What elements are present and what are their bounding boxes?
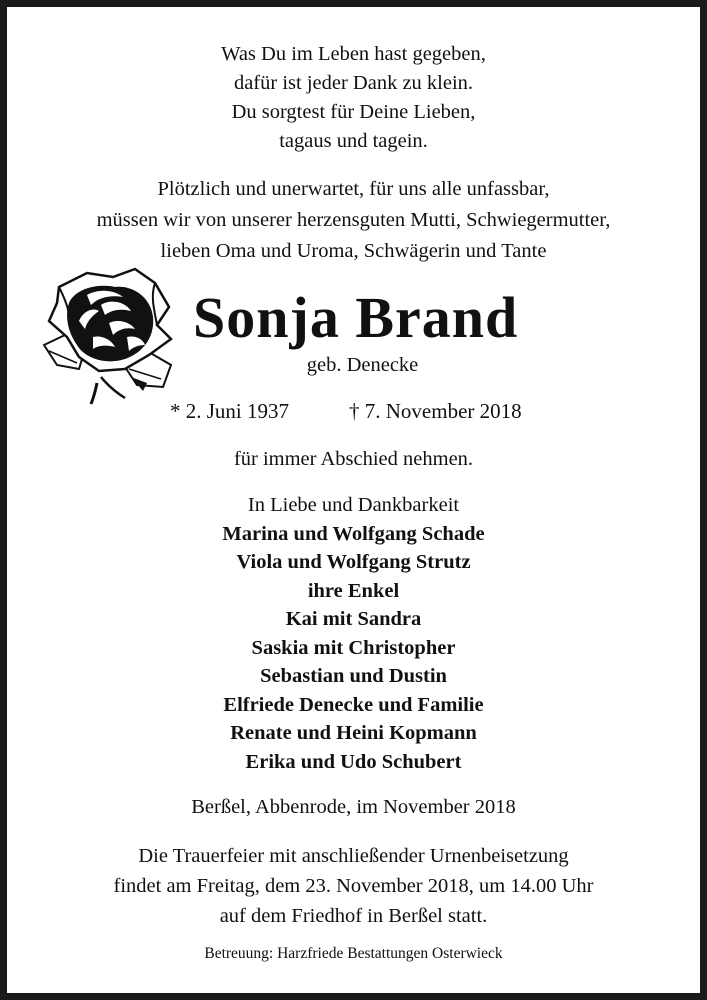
birth-date: * 2. Juni 1937 <box>170 399 290 423</box>
mourners-list <box>7 491 700 776</box>
poem-line: Du sorgtest für Deine Lieben, <box>231 101 476 123</box>
poem-line: Was Du im Leben hast gegeben, <box>221 43 486 65</box>
intro-text <box>7 174 700 267</box>
poem-line: tagaus und tagein. <box>279 130 428 152</box>
mourner-name: Marina und Wolfgang Schade <box>222 522 485 545</box>
mourner-name: Kai mit Sandra <box>285 608 422 630</box>
mourner-name: Saskia mit Christopher <box>251 636 456 659</box>
mourner-name: Sebastian und Dustin <box>260 665 447 687</box>
maiden-name: geb. Denecke <box>306 354 419 376</box>
mourner-name: Erika und Udo Schubert <box>245 750 462 773</box>
intro-line: Plötzlich und unerwartet, für uns alle unfassbar, <box>157 178 550 200</box>
service-line: auf dem Friedhof in Berßel statt. <box>219 905 488 927</box>
mourners-intro: In Liebe und Dankbarkeit <box>247 494 460 516</box>
poem-line: dafür ist jeder Dank zu klein. <box>233 72 474 94</box>
mourner-name: ihre Enkel <box>307 579 400 602</box>
farewell-text: für immer Abschied nehmen. <box>233 448 474 470</box>
mourner-name: Elfriede Denecke und Familie <box>223 693 484 716</box>
service-details <box>7 841 700 931</box>
mourner-name: Viola und Wolfgang Strutz <box>236 551 471 573</box>
service-line: findet am Freitag, dem 23. November 2018, um 14.00 Uhr <box>113 875 594 897</box>
undertaker-credit: Betreuung: Harzfriede Bestattungen Osterwieck <box>204 945 503 962</box>
intro-line: lieben Oma und Uroma, Schwägerin und Tante <box>160 240 547 262</box>
rose-icon <box>39 265 177 405</box>
intro-line: müssen wir von unserer herzensguten Mutti, Schwiegermutter, <box>96 209 611 231</box>
place-date: Berßel, Abbenrode, im November 2018 <box>191 796 516 818</box>
mourner-name: Renate und Heini Kopmann <box>230 722 477 744</box>
poem <box>7 40 700 156</box>
service-line: Die Trauerfeier mit anschließender Urnenbeisetzung <box>138 845 569 867</box>
deceased-name: Sonja Brand <box>193 285 519 350</box>
death-date: † 7. November 2018 <box>349 399 522 423</box>
